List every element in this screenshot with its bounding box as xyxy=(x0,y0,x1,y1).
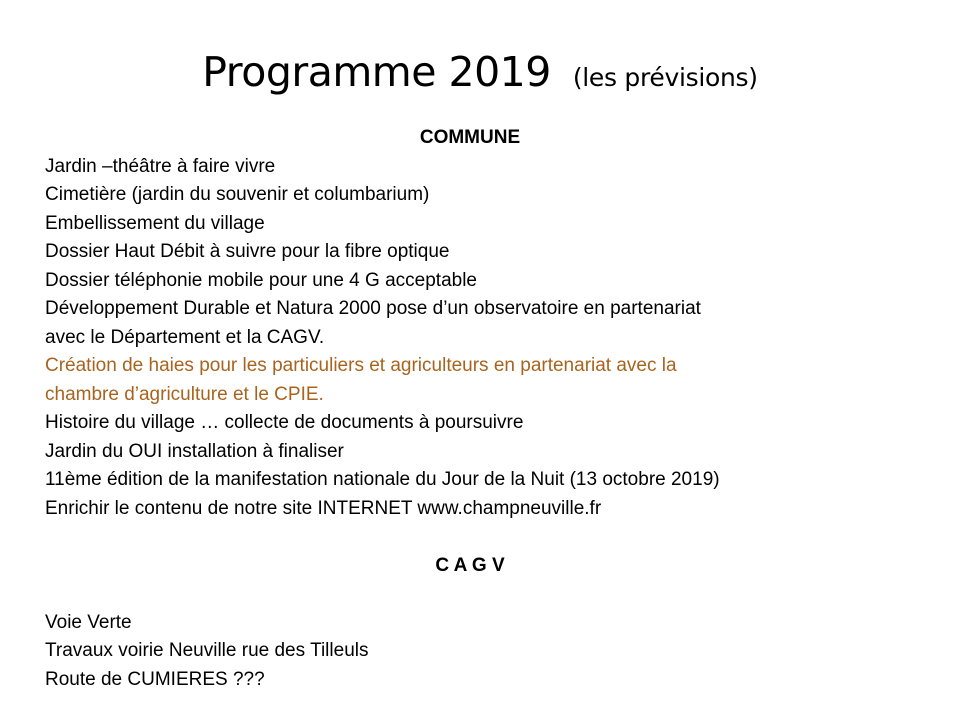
list-item: Enrichir le contenu de notre site INTERNET www.champneuville.fr xyxy=(45,497,602,519)
list-item: Histoire du village … collecte de documents à poursuivre xyxy=(45,412,524,433)
list-item: 11ème édition de la manifestation nationale du Jour de la Nuit (13 octobre 2019) xyxy=(45,469,720,490)
spacer xyxy=(45,580,945,609)
list-item: Travaux voirie Neuville rue des Tilleuls xyxy=(45,640,369,661)
list-item: Jardin –théâtre à faire vivre xyxy=(45,155,276,177)
list-item: Voie Verte xyxy=(45,611,132,633)
list-item: Route de CUMIERES ??? xyxy=(45,668,265,690)
list-item: avec le Département et la CAGV. xyxy=(45,326,325,348)
section-heading-cagv: C A G V xyxy=(435,554,505,576)
slide-title xyxy=(0,48,960,96)
list-item: Dossier Haut Débit à suivre pour la fibre optique xyxy=(45,241,450,262)
list-item: Embellissement du village xyxy=(45,212,265,234)
list-item: Développement Durable et Natura 2000 pose d’un observatoire en partenariat xyxy=(45,298,701,319)
list-item: Jardin du OUI installation à finaliser xyxy=(45,440,344,462)
spacer xyxy=(45,523,945,552)
slide-body xyxy=(45,124,945,694)
title-main: Programme 2019 xyxy=(202,48,551,96)
list-item: Cimetière (jardin du souvenir et columbarium) xyxy=(45,184,430,205)
highlight-item: chambre d’agriculture et le CPIE. xyxy=(45,383,324,405)
highlight-item: Création de haies pour les particuliers et agriculteurs en partenariat avec la xyxy=(45,355,677,376)
title-subtitle: (les prévisions) xyxy=(572,63,758,92)
list-item: Dossier téléphonie mobile pour une 4 G acceptable xyxy=(45,269,477,291)
section-heading-commune: COMMUNE xyxy=(419,127,521,148)
